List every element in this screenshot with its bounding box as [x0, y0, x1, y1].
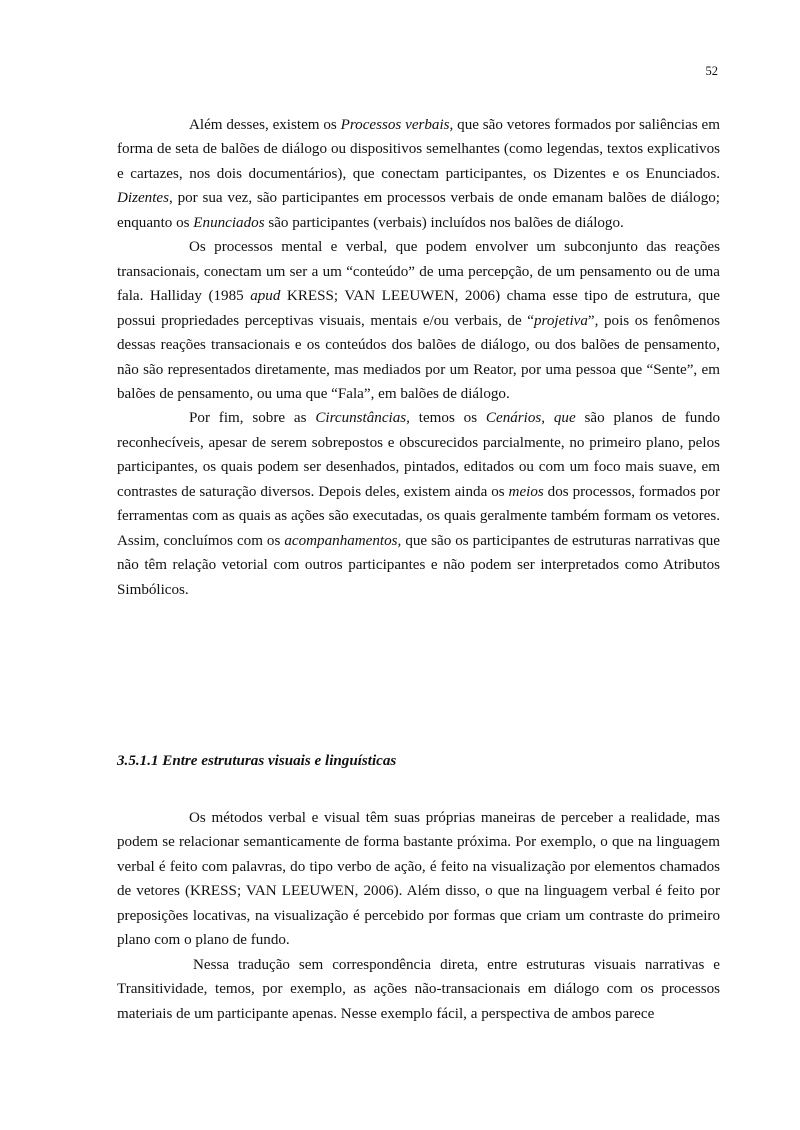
section-heading: 3.5.1.1 Entre estruturas visuais e linguísticas	[117, 753, 397, 769]
paragraph	[117, 953, 720, 1026]
italic-term: apud	[250, 288, 281, 305]
text-run: Os métodos verbal e visual têm suas próprias maneiras de perceber a realidade, mas podem se relacionar semanticamente de forma bastante próxima. Por exemplo, o que na linguagem verbal é feito com palavras, do tipo verbo de ação, é feito na visualização por elementos chamados de vetores (KRESS; VAN LEEUWEN, 2006). Além disso, o que na linguagem verbal é feito por preposições locativas, na visualização é percebido por formas que criam um contraste do primeiro plano com o plano de fundo.	[117, 810, 720, 949]
text-run: Além desses, existem os	[189, 117, 341, 133]
text-run: ”, pois os fenômenos dessas reações transacionais e os conteúdos dos balões de diálogo, ou dos balões de pensamento, não são representados diretamente, mas mediados por um Reator, por uma pessoa que “Sente”, em balões de pensamento, ou uma que “Fala”, em balões de diálogo.	[117, 312, 720, 402]
page-number: 52	[705, 64, 718, 78]
italic-term: Dizentes	[117, 190, 169, 207]
text-run: KRESS; VAN LEEUWEN, 2006) chama esse tipo de estrutura, que possui propriedades perceptivas visuais, mentais e/ou verbais, de “	[117, 288, 720, 329]
italic-term: Circunstâncias,	[315, 410, 410, 427]
italic-term: projetiva	[533, 312, 588, 329]
text-run: Nessa tradução sem correspondência direta, entre estruturas visuais narrativas e Transitividade, temos, por exemplo, as ações não-transacionais em diálogo com os processos materiais de um participante apenas. Nesse exemplo fácil, a perspectiva de ambos parece	[117, 956, 720, 1022]
text-run: que são vetores formados por saliências em forma de seta de balões de diálogo ou dispositivos semelhantes (como legendas, textos explicativos e cartazes, nos dois documentários), que conectam participantes, os Dizentes e os Enunciados.	[117, 117, 720, 182]
text-run: são planos de fundo reconhecíveis, apesar de serem sobrepostos e obscurecidos parcialmente, no primeiro plano, pelos participantes, os quais podem ser desenhados, pintados, editados ou com um foco mais suave, em contrastes de saturação diversos. Depois deles, existem ainda os	[117, 410, 720, 500]
body-text-block	[117, 113, 720, 602]
text-run: são participantes (verbais) incluídos nos balões de diálogo.	[264, 214, 624, 231]
text-run: , por sua vez, são participantes em processos verbais de onde emanam balões de diálogo; enquanto os	[117, 190, 720, 231]
italic-term: acompanhamentos,	[284, 532, 402, 549]
text-run: Por fim, sobre as	[189, 410, 316, 427]
text-run: dos processos, formados por ferramentas com as quais as ações são executadas, os quais geralmente também formam os vetores. Assim, concluímos com os	[117, 483, 720, 549]
italic-term: Processos verbais,	[340, 117, 454, 133]
paragraph	[117, 806, 720, 953]
italic-term: meios	[508, 483, 544, 500]
italic-term: Cenários, que	[485, 410, 576, 427]
paragraph	[117, 235, 720, 406]
body-text-block	[117, 806, 720, 1026]
text-run: temos os	[409, 410, 486, 427]
paragraph	[117, 406, 720, 602]
italic-term: Enunciados	[193, 214, 265, 231]
text-run: que são os participantes de estruturas narrativas que não têm relação vetorial com outros participantes e não podem ser interpretados como Atributos Simbólicos.	[117, 532, 720, 598]
text-run: Os processos mental e verbal, que podem envolver um subconjunto das reações transacionais, conectam um ser a um “conteúdo” de uma percepção, de um pensamento ou de uma fala. Halliday (1985	[117, 239, 720, 305]
paragraph	[117, 113, 720, 235]
